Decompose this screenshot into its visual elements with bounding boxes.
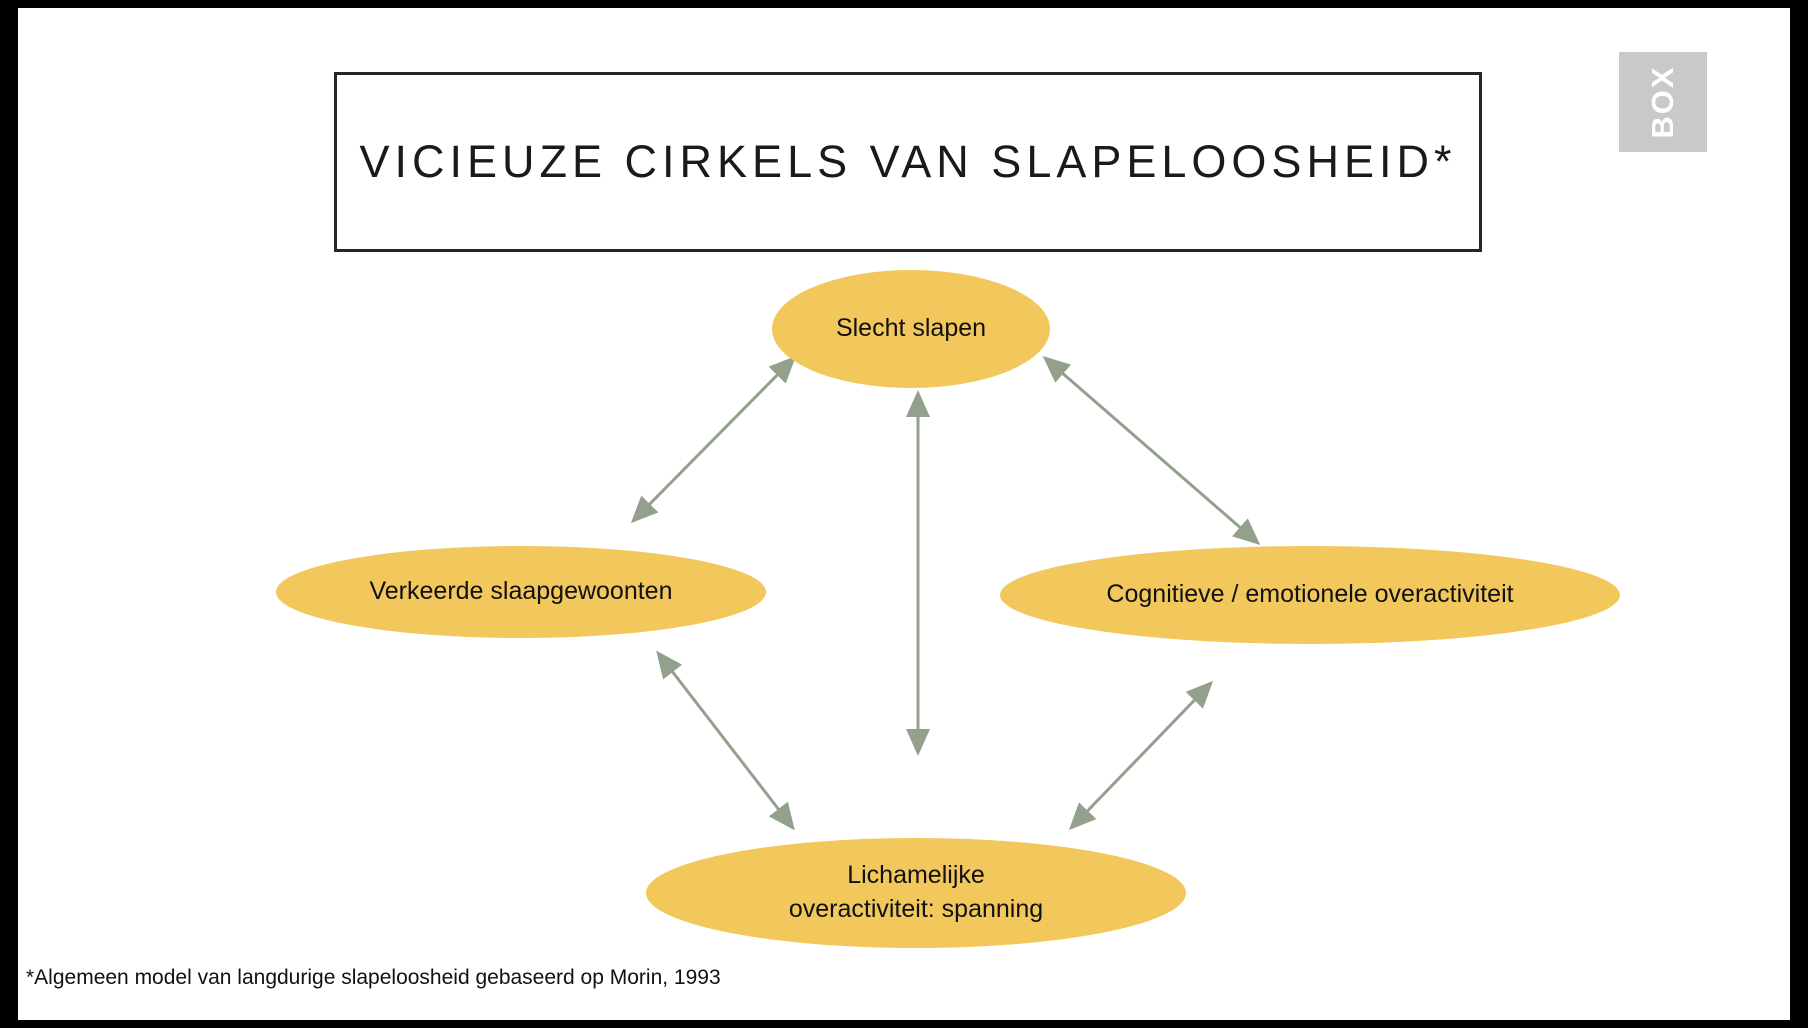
node-cognitieve-emotionele-overactiviteit[interactable] bbox=[1000, 546, 1620, 644]
node-slecht-slapen[interactable] bbox=[772, 270, 1050, 388]
arrow-cognitieve-lichamelijke bbox=[1071, 683, 1211, 828]
box-logo-label: BOX bbox=[1645, 65, 1680, 139]
footnote: *Algemeen model van langdurige slapeloosheid gebaseerd op Morin, 1993 bbox=[26, 966, 721, 989]
arrow-slecht-verkeerde bbox=[633, 358, 794, 521]
slide-canvas bbox=[18, 8, 1790, 1020]
node-lichamelijke-overactiviteit[interactable] bbox=[646, 838, 1186, 948]
page-title: VICIEUZE CIRKELS VAN SLAPELOOSHEID* bbox=[359, 136, 1457, 187]
arrow-verkeerde-lichamelijke bbox=[658, 653, 793, 828]
node-label-line2: overactiviteit: spanning bbox=[788, 895, 1044, 923]
node-verkeerde-slaapgewoonten[interactable] bbox=[276, 546, 766, 638]
node-label: Slecht slapen bbox=[835, 314, 987, 343]
node-label-line1: Lichamelijke bbox=[847, 861, 985, 890]
node-label: Cognitieve / emotionele overactiviteit bbox=[1106, 580, 1514, 609]
node-label: Verkeerde slaapgewoonten bbox=[369, 577, 673, 606]
arrow-slecht-cognitieve bbox=[1045, 358, 1258, 543]
